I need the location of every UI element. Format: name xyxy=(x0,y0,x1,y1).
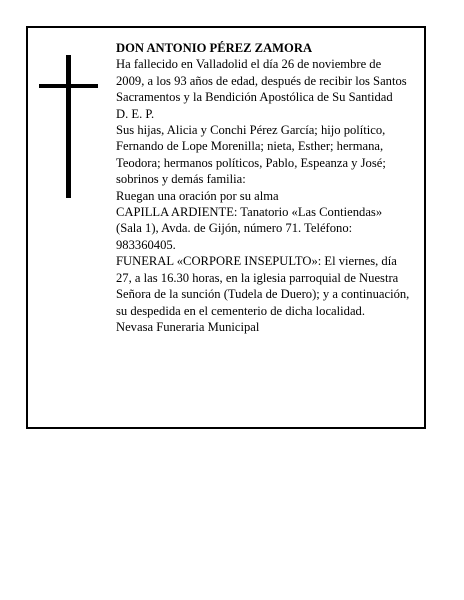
cross-icon-bar xyxy=(39,84,98,88)
rip-line: D. E. P. xyxy=(116,106,155,121)
notice-text xyxy=(116,40,410,335)
death-statement: Ha fallecido en Valladolid el día 26 de noviembre de 2009, a los 93 años de edad, después de recibir los Santos Sacramentos y la Bendición Apostólica de Su Santidad xyxy=(116,57,407,105)
deceased-name: DON ANTONIO PÉREZ ZAMORA xyxy=(116,41,313,55)
family-list: Sus hijas, Alicia y Conchi Pérez García; hijo político, Fernando de Lope Morenilla; nieta, Esther; hermana, Teodora; hermanos políticos, Pablo, Espeanza y José; sobrinos y demás familia: xyxy=(116,123,386,187)
cross-icon xyxy=(66,55,71,198)
funeral-home: Nevasa Funeraria Municipal xyxy=(116,319,260,334)
funeral-info: FUNERAL «CORPORE INSEPULTO»: El viernes, día 27, a las 16.30 horas, en la iglesia parroquial de Nuestra Señora de la sunción (Tudela de Duero); y a continuación, su despedida en el cementerio de dicha localidad. xyxy=(116,254,410,318)
obituary-notice xyxy=(26,26,426,429)
chapel-info: CAPILLA ARDIENTE: Tanatorio «Las Contiendas» (Sala 1), Avda. de Gijón, número 71. Teléfono: 983360405. xyxy=(116,205,383,252)
prayer-request: Ruegan una oración por su alma xyxy=(116,188,279,203)
